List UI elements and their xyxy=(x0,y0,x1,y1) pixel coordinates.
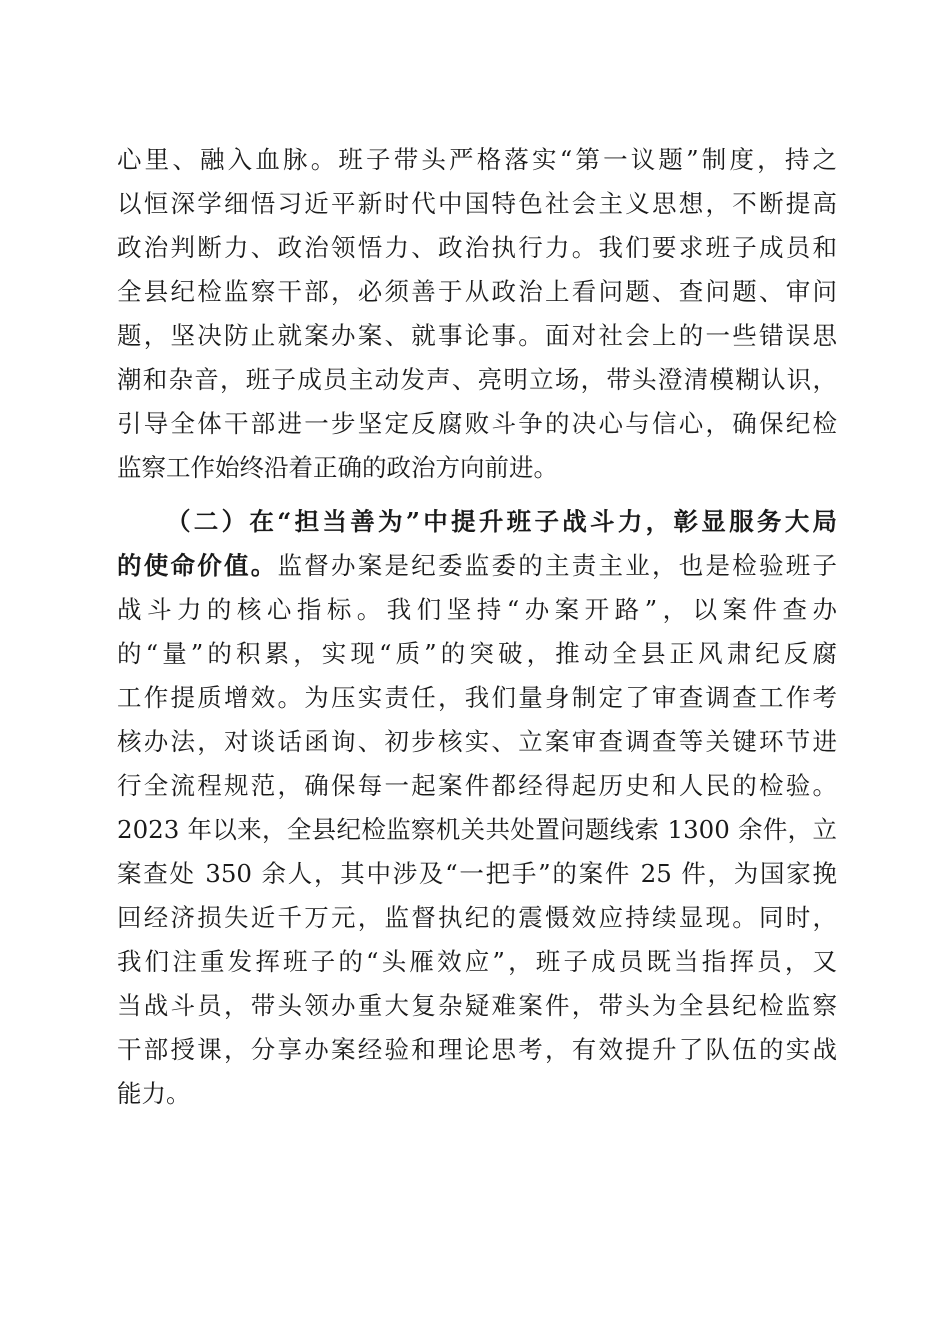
section-heading-end: 的使命价值。 xyxy=(117,551,278,580)
paragraph-text: 监督办案是纪委监委的主责主业，也是检验班子 xyxy=(277,551,837,580)
paragraph-line: 全县纪检监察干部，必须善于从政治上看问题、查问题、审问 xyxy=(117,277,837,306)
paragraph-line: 监察工作始终沿着正确的政治方向前进。 xyxy=(117,453,558,482)
paragraph-line: 引导全体干部进一步坚定反腐败斗争的决心与信心，确保纪检 xyxy=(117,409,837,438)
paragraph-line: 干部授课，分享办案经验和理论思考，有效提升了队伍的实战 xyxy=(117,1035,837,1064)
paragraph-1 xyxy=(117,138,837,490)
paragraph-line: 战斗力的核心指标。我们坚持“办案开路”，以案件查办 xyxy=(117,595,837,624)
paragraph-line: 核办法，对谈话函询、初步核实、立案审查调查等关键环节进 xyxy=(117,727,837,756)
paragraph-line: 心里、融入血脉。班子带头严格落实“第一议题”制度，持之 xyxy=(117,145,837,174)
paragraph-line: 工作提质增效。为压实责任，我们量身制定了审查调查工作考 xyxy=(117,683,837,712)
paragraph-line xyxy=(117,544,837,588)
paragraph-line: 潮和杂音，班子成员主动发声、亮明立场，带头澄清模糊认识， xyxy=(117,365,837,394)
paragraph-line: 政治判断力、政治领悟力、政治执行力。我们要求班子成员和 xyxy=(117,233,837,262)
paragraph-line: 能力。 xyxy=(117,1079,191,1108)
paragraph-line: 回经济损失近千万元，监督执纪的震慑效应持续显现。同时， xyxy=(117,903,837,932)
section-heading: （二）在“担当善为”中提升班子战斗力，彰显服务大局 xyxy=(166,507,837,536)
paragraph-line: 当战斗员，带头领办重大复杂疑难案件，带头为全县纪检监察 xyxy=(117,991,837,1020)
paragraph-line: 我们注重发挥班子的“头雁效应”，班子成员既当指挥员，又 xyxy=(117,947,837,976)
paragraph-line: 题，坚决防止就案办案、就事论事。面对社会上的一些错误思 xyxy=(117,321,837,350)
paragraph-line: 的“量”的积累，实现“质”的突破，推动全县正风肃纪反腐 xyxy=(117,639,837,668)
paragraph-line: 行全流程规范，确保每一起案件都经得起历史和人民的检验。 xyxy=(117,771,837,800)
paragraph-line: 案查处 350 余人，其中涉及“一把手”的案件 25 件，为国家挽 xyxy=(117,859,837,888)
paragraph-2 xyxy=(117,500,837,1116)
paragraph-line: 2023 年以来，全县纪检监察机关共处置问题线索 1300 余件，立 xyxy=(117,815,837,844)
paragraph-line: 以恒深学细悟习近平新时代中国特色社会主义思想，不断提高 xyxy=(117,189,837,218)
